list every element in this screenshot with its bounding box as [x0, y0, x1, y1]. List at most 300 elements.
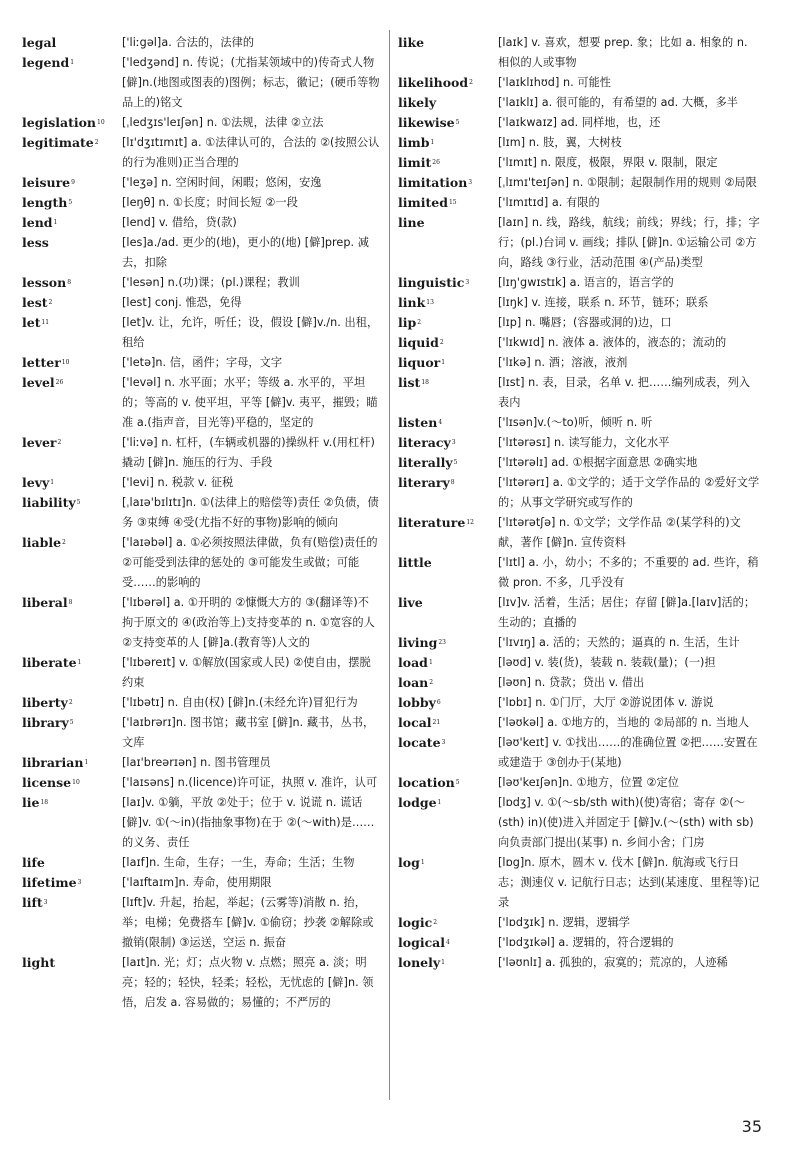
frequency-count: 13 — [426, 299, 434, 306]
frequency-count: 1 — [77, 659, 82, 666]
headword-text: legend — [22, 55, 70, 70]
headword — [398, 93, 498, 113]
definition: ['lɪtl] a. 小，幼小；不多的；不重要的 ad. 些许，稍微 pron. 不多，几乎没有 — [498, 556, 759, 589]
dictionary-entry — [22, 193, 380, 213]
definition: ['laɪbrərɪ]n. 图书馆；藏书室 [僻]n. 藏书，丛书，文库 — [122, 716, 375, 749]
headword-text: logic — [398, 915, 433, 930]
definition: ['lɪkə] n. 酒；溶液，液剂 — [498, 356, 628, 369]
definition: ['letə]n. 信，函件；字母，文字 — [122, 356, 283, 369]
dictionary-entry — [398, 673, 760, 693]
frequency-count: 1 — [441, 359, 446, 366]
headword — [22, 473, 122, 493]
definition: [laɪ]v. ①躺，平放 ②处于；位于 v. 说谎 n. 谎话 [僻]v. ①(～in)(指抽象事物)在于 ②(～with)是……的义务、责任 — [122, 796, 375, 849]
headword-text: life — [22, 855, 45, 870]
headword-text: lest — [22, 295, 48, 310]
definition: [lest] conj. 惟恐，免得 — [122, 296, 242, 309]
dictionary-entry — [398, 133, 760, 153]
headword — [398, 433, 498, 453]
headword — [398, 513, 498, 533]
frequency-count: 1 — [430, 139, 435, 146]
definition: [ˌlaɪə'bɪlɪtɪ]n. ①(法律上的赔偿等)责任 ②负债，债务 ③束缚 ④受(尤指不好的事物)影响的倾向 — [122, 496, 379, 529]
definition: [laɪk] v. 喜欢，想要 prep. 象；比如 a. 相象的 n. 相似的人或事物 — [498, 36, 748, 69]
headword-text: load — [398, 655, 428, 670]
frequency-count: 10 — [61, 359, 70, 366]
frequency-count: 8 — [67, 279, 72, 286]
headword-text: log — [398, 855, 420, 870]
definition: [ləʊd] v. 装(货)，装载 n. 装载(量)；(一)担 — [498, 656, 716, 669]
headword-text: literacy — [398, 435, 451, 450]
headword-text: limb — [398, 135, 430, 150]
dictionary-entry — [398, 353, 760, 373]
frequency-count: 2 — [417, 319, 422, 326]
headword — [398, 333, 498, 353]
headword — [22, 873, 122, 893]
dictionary-entry — [22, 693, 380, 713]
definition: [lɪ'dʒɪtɪmɪt] a. ①法律认可的，合法的 ②(按照公认的行为准则)正当合理的 — [122, 136, 380, 169]
headword-text: leisure — [22, 175, 71, 190]
headword-text: let — [22, 315, 41, 330]
headword-text: lobby — [398, 695, 436, 710]
dictionary-entry — [22, 893, 380, 953]
headword-text: loan — [398, 675, 429, 690]
dictionary-entry — [22, 313, 380, 353]
headword — [398, 773, 498, 793]
headword — [398, 933, 498, 953]
dictionary-entry — [398, 913, 760, 933]
frequency-count: 5 — [68, 199, 73, 206]
right-column — [398, 33, 760, 973]
headword — [398, 173, 498, 193]
definition: [lɪm] n. 肢，翼，大树枝 — [498, 136, 622, 149]
headword-text: likely — [398, 95, 437, 110]
headword — [22, 313, 122, 333]
dictionary-entry — [398, 293, 760, 313]
dictionary-entry — [398, 593, 760, 633]
headword — [22, 713, 122, 733]
headword — [22, 753, 122, 773]
frequency-count: 5 — [453, 459, 458, 466]
headword-text: letter — [22, 355, 61, 370]
frequency-count: 2 — [429, 679, 434, 686]
headword — [22, 653, 122, 673]
dictionary-entry — [22, 533, 380, 593]
frequency-count: 2 — [62, 539, 66, 546]
dictionary-entry — [398, 73, 760, 93]
headword-text: logical — [398, 935, 446, 950]
headword-text: link — [398, 295, 426, 310]
definition: ['ləʊkəl] a. ①地方的，当地的 ②局部的 n. 当地人 — [498, 716, 750, 729]
definition: [lɪp] n. 嘴唇；(容器或洞的)边，口 — [498, 316, 672, 329]
frequency-count: 23 — [438, 639, 446, 646]
frequency-count: 2 — [94, 139, 99, 146]
headword — [22, 133, 122, 153]
dictionary-entry — [398, 853, 760, 913]
dictionary-entry — [22, 233, 380, 273]
definition: ['lɪtərəsɪ] n. 读写能力，文化水平 — [498, 436, 670, 449]
headword — [398, 113, 498, 133]
definition: ['lɒbɪ] n. ①门厅，大厅 ②游说团体 v. 游说 — [498, 696, 714, 709]
frequency-count: 6 — [436, 699, 441, 706]
dictionary-entry — [398, 433, 760, 453]
headword — [22, 433, 122, 453]
definition: [lɒdʒ] v. ①(～sb/sth with)(使)寄宿；寄存 ②(～(sth) in)(使)进入并固定于 [僻]v.(～(sth) with sb)向负责部门提出(某事) n. 乡间小舍；门房 — [498, 796, 754, 849]
headword — [22, 773, 122, 793]
headword-text: literary — [398, 475, 450, 490]
headword-text: linguistic — [398, 275, 465, 290]
dictionary-entry — [398, 933, 760, 953]
dictionary-entry — [398, 453, 760, 473]
left-column — [22, 33, 380, 1013]
headword-text: liability — [22, 495, 76, 510]
frequency-count: 3 — [468, 179, 473, 186]
frequency-count: 10 — [72, 779, 80, 786]
dictionary-entry — [398, 633, 760, 653]
dictionary-entry — [398, 553, 760, 593]
headword-text: lift — [22, 895, 43, 910]
definition: [let]v. 让，允许，听任；设，假设 [僻]v./n. 出租，租给 — [122, 316, 379, 349]
dictionary-entry — [22, 873, 380, 893]
headword-text: lonely — [398, 955, 441, 970]
headword-text: liberty — [22, 695, 68, 710]
definition: [lɪŋk] v. 连接，联系 n. 环节，链环；联系 — [498, 296, 709, 309]
frequency-count: 15 — [448, 199, 457, 206]
definition: ['liːgəl]a. 合法的，法律的 — [122, 36, 255, 49]
frequency-count: 8 — [68, 599, 73, 606]
headword-text: lodge — [398, 795, 437, 810]
definition: ['laɪkwaɪz] ad. 同样地，也，还 — [498, 116, 661, 129]
headword-text: lend — [22, 215, 53, 230]
definition: [laɪn] n. 线，路线，航线；前线；界线；行，排；字行；(pl.)台词 v. 画线；排队 [僻]n. ①运输公司 ②方向，路线 ③行业，活动范围 ④(产品)类型 — [498, 216, 760, 269]
headword — [398, 73, 498, 93]
definition: [ləʊ'keɪt] v. ①找出……的准确位置 ②把……安置在或建造于 ③创办于(某地) — [498, 736, 758, 769]
frequency-count: 3 — [43, 899, 48, 906]
headword — [22, 53, 122, 73]
dictionary-entry — [22, 473, 380, 493]
frequency-count: 1 — [53, 219, 58, 226]
dictionary-entry — [22, 753, 380, 773]
dictionary-entry — [22, 133, 380, 173]
headword-text: legal — [22, 35, 57, 50]
frequency-count: 1 — [70, 59, 75, 66]
headword — [398, 633, 498, 653]
dictionary-entry — [398, 333, 760, 353]
dictionary-entry — [22, 53, 380, 113]
dictionary-entry — [22, 353, 380, 373]
headword-text: live — [398, 595, 423, 610]
frequency-count: 2 — [57, 439, 62, 446]
headword-text: library — [22, 715, 69, 730]
headword-text: living — [398, 635, 438, 650]
headword — [398, 593, 498, 613]
headword-text: liquor — [398, 355, 441, 370]
definition: ['laɪəbəl] a. ①必须按照法律做，负有(赔偿)责任的 ②可能受到法律的惩处的 ③可能发生或做；可能受……的影响的 — [122, 536, 378, 589]
headword — [398, 793, 498, 813]
headword-text: level — [22, 375, 55, 390]
dictionary-entry — [398, 193, 760, 213]
definition: ['lɪbərəl] a. ①开明的 ②慷慨大方的 ③(翻译等)不拘于原文的 ④(政治等上)支持变革的 n. ①宽容的人 ②支持变革的人 [僻]a.(教育等)人文的 — [122, 596, 375, 649]
dictionary-entry — [398, 373, 760, 413]
dictionary-entry — [398, 713, 760, 733]
headword — [398, 653, 498, 673]
frequency-count: 1 — [50, 479, 55, 486]
frequency-count: 4 — [446, 939, 450, 946]
headword — [22, 593, 122, 613]
dictionary-entry — [22, 713, 380, 753]
definition: [leŋθ] n. ①长度；时间长短 ②一段 — [122, 196, 298, 209]
definition: ['lɪkwɪd] n. 液体 a. 液体的，液态的；流动的 — [498, 336, 727, 349]
dictionary-entry — [22, 773, 380, 793]
dictionary-entry — [398, 793, 760, 853]
frequency-count: 26 — [432, 159, 440, 166]
headword — [22, 193, 122, 213]
headword-text: light — [22, 955, 56, 970]
definition: ['lɪmɪtɪd] a. 有限的 — [498, 196, 600, 209]
definition: ['lɪvɪŋ] a. 活的；天然的；逼真的 n. 生活，生计 — [498, 636, 740, 649]
headword — [398, 313, 498, 333]
headword — [398, 553, 498, 573]
dictionary-entry — [22, 113, 380, 133]
frequency-count: 3 — [77, 879, 82, 886]
dictionary-entry — [22, 593, 380, 653]
frequency-count: 1 — [428, 659, 433, 666]
frequency-count: 4 — [438, 419, 443, 426]
definition: ['lɪsən]v.(～to)听，倾听 n. 听 — [498, 416, 653, 429]
headword — [398, 733, 498, 753]
definition: ['lɪbəreɪt] v. ①解放(国家或人民) ②使自由，摆脱约束 — [122, 656, 371, 689]
frequency-count: 1 — [84, 759, 89, 766]
headword-text: lip — [398, 315, 417, 330]
headword — [22, 293, 122, 313]
frequency-count: 2 — [48, 299, 53, 306]
definition: ['lɪtərəlɪ] ad. ①根据字面意思 ②确实地 — [498, 456, 698, 469]
dictionary-entry — [22, 173, 380, 193]
frequency-count: 11 — [41, 319, 50, 326]
headword-text: length — [22, 195, 68, 210]
headword-text: license — [22, 775, 72, 790]
headword — [398, 413, 498, 433]
headword — [22, 793, 122, 813]
definition: ['laɪklɪ] a. 很可能的，有希望的 ad. 大概，多半 — [498, 96, 739, 109]
headword — [22, 33, 122, 53]
headword-text: limitation — [398, 175, 468, 190]
definition: ['lɪtərətʃə] n. ①文学；文学作品 ②(某学科的)文献，著作 [僻]n. 宣传资料 — [498, 516, 741, 549]
definition: ['leʒə] n. 空闲时间，闲暇；悠闲，安逸 — [122, 176, 322, 189]
headword — [22, 353, 122, 373]
definition: ['ledʒənd] n. 传说；(尤指某领域中的)传奇式人物 [僻]n.(地图或图表的)图例；标志，徽记；(硬币等物品上的)铭文 — [122, 56, 380, 109]
frequency-count: 5 — [455, 779, 460, 786]
headword-text: line — [398, 215, 425, 230]
headword — [22, 173, 122, 193]
dictionary-entry — [22, 433, 380, 473]
frequency-count: 12 — [466, 519, 474, 526]
dictionary-entry — [22, 793, 380, 853]
dictionary-entry — [22, 293, 380, 313]
headword — [398, 453, 498, 473]
definition: [laɪt]n. 光；灯；点火物 v. 点燃；照亮 a. 淡；明亮；轻的；轻快，轻柔；轻松，无忧虑的 [僻]n. 领悟，启发 a. 容易做的；易懂的；不严厉的 — [122, 956, 374, 1009]
definition: ['ləʊnlɪ] a. 孤独的，寂寞的；荒凉的，人迹稀 — [498, 956, 728, 969]
headword-text: likewise — [398, 115, 455, 130]
definition: [lɪv]v. 活着，生活；居住；存留 [僻]a.[laɪv]活的；生动的；直播的 — [498, 596, 756, 629]
dictionary-entry — [398, 273, 760, 293]
frequency-count: 3 — [451, 439, 456, 446]
definition: ['laɪsəns] n.(licence)许可证，执照 v. 准许，认可 — [122, 776, 378, 789]
headword — [22, 533, 122, 553]
headword — [22, 233, 122, 253]
frequency-count: 3 — [465, 279, 470, 286]
definition: ['lɪtərərɪ] a. ①文学的；适于文学作品的 ②爱好文学的；从事文学研究或写作的 — [498, 476, 760, 509]
headword — [22, 953, 122, 973]
headword — [398, 913, 498, 933]
dictionary-entry — [398, 513, 760, 553]
dictionary-entry — [398, 473, 760, 513]
dictionary-entry — [22, 373, 380, 433]
headword-text: levy — [22, 475, 50, 490]
headword — [398, 853, 498, 873]
dictionary-entry — [22, 493, 380, 533]
definition: ['lɒdʒɪkəl] a. 逻辑的，符合逻辑的 — [498, 936, 674, 949]
headword-text: liberal — [22, 595, 68, 610]
headword-text: location — [398, 775, 455, 790]
headword — [398, 353, 498, 373]
headword-text: less — [22, 235, 49, 250]
definition: [lɒg]n. 原木，圆木 v. 伐木 [僻]n. 航海或飞行日志；测速仪 v. 记航行日志；达到(某速度、里程等)记录 — [498, 856, 760, 909]
headword — [22, 213, 122, 233]
headword — [398, 293, 498, 313]
dictionary-entry — [22, 853, 380, 873]
frequency-count: 9 — [71, 179, 75, 186]
headword — [398, 953, 498, 973]
headword — [22, 693, 122, 713]
headword-text: little — [398, 555, 432, 570]
headword — [398, 473, 498, 493]
frequency-count: 2 — [433, 919, 438, 926]
dictionary-entry — [22, 653, 380, 693]
frequency-count: 1 — [441, 959, 445, 966]
headword-text: limit — [398, 155, 432, 170]
frequency-count: 5 — [76, 499, 81, 506]
headword-text: literally — [398, 455, 453, 470]
headword-text: listen — [398, 415, 438, 430]
headword-text: locate — [398, 735, 441, 750]
headword — [398, 213, 498, 233]
frequency-count: 2 — [68, 699, 73, 706]
headword-text: liberate — [22, 655, 77, 670]
frequency-count: 18 — [40, 799, 49, 806]
headword — [22, 853, 122, 873]
headword-text: liable — [22, 535, 62, 550]
headword — [398, 373, 498, 393]
headword-text: lever — [22, 435, 57, 450]
dictionary-entry — [398, 953, 760, 973]
frequency-count: 1 — [437, 799, 442, 806]
headword-text: lie — [22, 795, 40, 810]
definition: [lɪŋ'gwɪstɪk] a. 语言的，语言学的 — [498, 276, 674, 289]
definition: ['lɒdʒɪk] n. 逻辑，逻辑学 — [498, 916, 631, 929]
dictionary-entry — [22, 273, 380, 293]
headword — [398, 673, 498, 693]
headword-text: librarian — [22, 755, 84, 770]
headword-text: likelihood — [398, 75, 469, 90]
frequency-count: 3 — [441, 739, 446, 746]
page-number: 35 — [741, 1117, 762, 1136]
definition: [lɪst] n. 表，目录，名单 v. 把……编列成表，列入表内 — [498, 376, 751, 409]
frequency-count: 2 — [439, 339, 444, 346]
headword — [398, 133, 498, 153]
headword — [398, 713, 498, 733]
dictionary-entry — [398, 413, 760, 433]
headword-text: lifetime — [22, 875, 77, 890]
definition: ['lesən] n.(功)课；(pl.)课程；教训 — [122, 276, 300, 289]
dictionary-entry — [398, 213, 760, 273]
headword-text: lesson — [22, 275, 67, 290]
dictionary-entry — [398, 653, 760, 673]
dictionary-entry — [398, 93, 760, 113]
headword-text: legislation — [22, 115, 97, 130]
headword-text: like — [398, 35, 425, 50]
frequency-count: 18 — [421, 379, 429, 386]
headword — [22, 893, 122, 913]
headword — [22, 273, 122, 293]
definition: ['laɪftaɪm]n. 寿命，使用期限 — [122, 876, 272, 889]
dictionary-entry — [22, 33, 380, 53]
dictionary-entry — [398, 313, 760, 333]
frequency-count: 10 — [97, 119, 105, 126]
dictionary-entry — [398, 693, 760, 713]
column-divider — [389, 30, 390, 1100]
dictionary-entry — [398, 173, 760, 193]
frequency-count: 5 — [69, 719, 74, 726]
headword — [398, 153, 498, 173]
definition: [laɪf]n. 生命，生存；一生，寿命；生活；生物 — [122, 856, 355, 869]
definition: [ləʊn] n. 贷款；贷出 v. 借出 — [498, 676, 645, 689]
headword — [22, 493, 122, 513]
headword — [22, 373, 122, 393]
frequency-count: 1 — [420, 859, 425, 866]
dictionary-entry — [398, 773, 760, 793]
headword — [398, 33, 498, 53]
headword-text: liquid — [398, 335, 439, 350]
dictionary-entry — [398, 733, 760, 773]
definition: ['laɪklɪhʊd] n. 可能性 — [498, 76, 612, 89]
headword-text: literature — [398, 515, 466, 530]
definition: [laɪ'breərɪən] n. 图书管理员 — [122, 756, 271, 769]
definition: ['levi] n. 税款 v. 征税 — [122, 476, 234, 489]
definition: [ˌlɪmɪ'teɪʃən] n. ①限制；起限制作用的规则 ②局限 — [498, 176, 757, 189]
definition: ['lɪmɪt] n. 限度，极限，界限 v. 限制，限定 — [498, 156, 718, 169]
definition: [ˌledʒɪs'leɪʃən] n. ①法规，法律 ②立法 — [122, 116, 324, 129]
frequency-count: 5 — [455, 119, 460, 126]
definition: ['lɪbətɪ] n. 自由(权) [僻]n.(未经允许)冒犯行为 — [122, 696, 358, 709]
frequency-count: 26 — [55, 379, 64, 386]
headword-text: local — [398, 715, 432, 730]
headword-text: legitimate — [22, 135, 94, 150]
headword — [22, 113, 122, 133]
headword — [398, 273, 498, 293]
dictionary-entry — [398, 113, 760, 133]
definition: ['liːvə] n. 杠杆，(车辆或机器的)操纵杆 v.(用杠杆)撬动 [僻]n. 施压的行为、手段 — [122, 436, 375, 469]
frequency-count: 2 — [469, 79, 473, 86]
headword-text: list — [398, 375, 421, 390]
definition: [ləʊ'keɪʃən]n. ①地方，位置 ②定位 — [498, 776, 679, 789]
dictionary-entry — [398, 33, 760, 73]
definition: ['levəl] n. 水平面；水平；等级 a. 水平的，平坦的；等高的 v. 使平坦，平等 [僻]v. 夷平，摧毁；瞄准 a.(指声音，目光等)平稳的，坚定的 — [122, 376, 378, 429]
dictionary-entry — [22, 953, 380, 1013]
dictionary-entry — [22, 213, 380, 233]
headword — [398, 193, 498, 213]
frequency-count: 21 — [432, 719, 441, 726]
dictionary-entry — [398, 153, 760, 173]
definition: [lɪft]v. 升起，抬起，举起；(云雾等)消散 n. 抬，举；电梯；免费搭车 [僻]v. ①偷窃；抄袭 ②解除或撤销(限制) ③运送，空运 n. 振奋 — [122, 896, 374, 949]
